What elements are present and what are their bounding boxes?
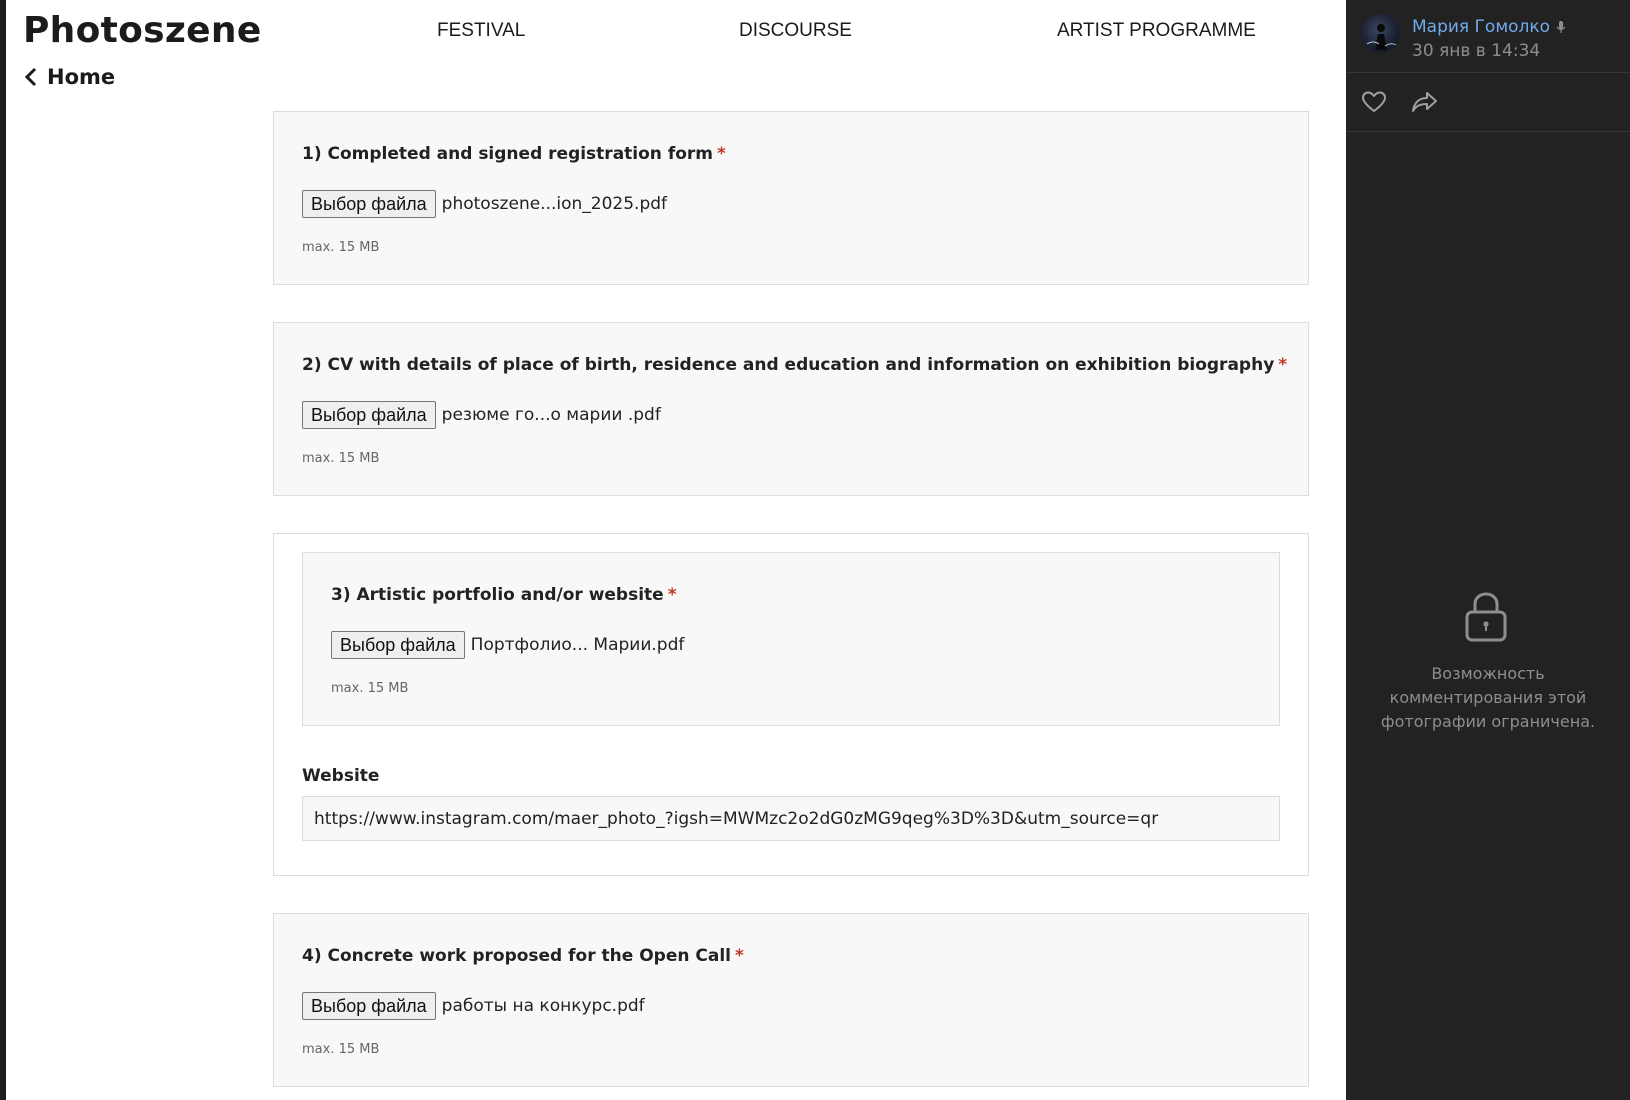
upload-card-cv [273,322,1309,496]
share-icon[interactable] [1411,90,1439,114]
mic-badge-icon [1556,20,1566,34]
choose-file-button[interactable]: Выбор файла [302,992,436,1020]
required-mark: * [1278,355,1288,375]
required-mark: * [734,946,744,966]
selected-file-name: работы на конкурс.pdf [441,996,645,1016]
avatar[interactable] [1361,14,1400,53]
field-label: 3) Artistic portfolio and/or website * [331,585,677,605]
comments-locked-message: Возможность комментирования этой фотографии ограничена. [1380,664,1596,731]
avatar-figure-icon [1361,14,1400,53]
chevron-left-icon [25,67,37,87]
photo-side-panel [1346,0,1630,1100]
selected-file-name: photoszene...ion_2025.pdf [441,194,668,214]
size-hint: max. 15 MB [302,1042,380,1057]
field-label: 4) Concrete work proposed for the Open Call * [302,946,744,966]
file-input[interactable] [302,190,667,218]
size-hint: max. 15 MB [331,681,409,696]
required-mark: * [717,144,726,164]
upload-card-registration-form [273,111,1309,285]
back-home-label: Home [47,65,116,89]
back-home-link[interactable] [25,65,115,89]
size-hint: max. 15 MB [302,240,380,255]
nav-artist-programme[interactable]: ARTIST PROGRAMME [1057,20,1256,41]
photo-viewer-image [6,0,1346,1100]
field-label: 2) CV with details of place of birth, residence and education and information on exhibition biography * [302,355,1288,375]
selected-file-name: резюме го...о марии .pdf [441,405,661,425]
portfolio-upload-box [302,552,1280,726]
site-logo[interactable]: Photoszene [23,10,262,51]
selected-file-name: Портфолио... Марии.pdf [470,635,685,655]
file-input[interactable] [302,401,661,429]
upload-card-proposed-work [273,913,1309,1087]
post-date[interactable]: 30 янв в 14:34 [1412,41,1541,61]
field-label: 1) Completed and signed registration form * [302,144,726,164]
choose-file-button[interactable]: Выбор файла [302,401,436,429]
file-input[interactable] [302,992,645,1020]
like-icon[interactable] [1361,90,1387,114]
choose-file-button[interactable]: Выбор файла [331,631,465,659]
author-name: Мария Гомолко [1412,17,1551,37]
website-label: Website [302,766,380,786]
divider [1346,72,1630,73]
website-input[interactable]: https://www.instagram.com/maer_photo_?igsh=MWMzc2o2dG0zMG9qeg%3D%3D&utm_source=qr [302,796,1280,841]
choose-file-button[interactable]: Выбор файла [302,190,436,218]
author-name-link[interactable] [1412,17,1566,37]
size-hint: max. 15 MB [302,451,380,466]
nav-discourse[interactable]: DISCOURSE [739,20,852,41]
required-mark: * [667,585,677,605]
upload-card-portfolio [273,533,1309,876]
nav-festival[interactable]: FESTIVAL [437,20,526,41]
file-input[interactable] [331,631,684,659]
divider [1346,131,1630,132]
lock-icon [1464,591,1508,643]
